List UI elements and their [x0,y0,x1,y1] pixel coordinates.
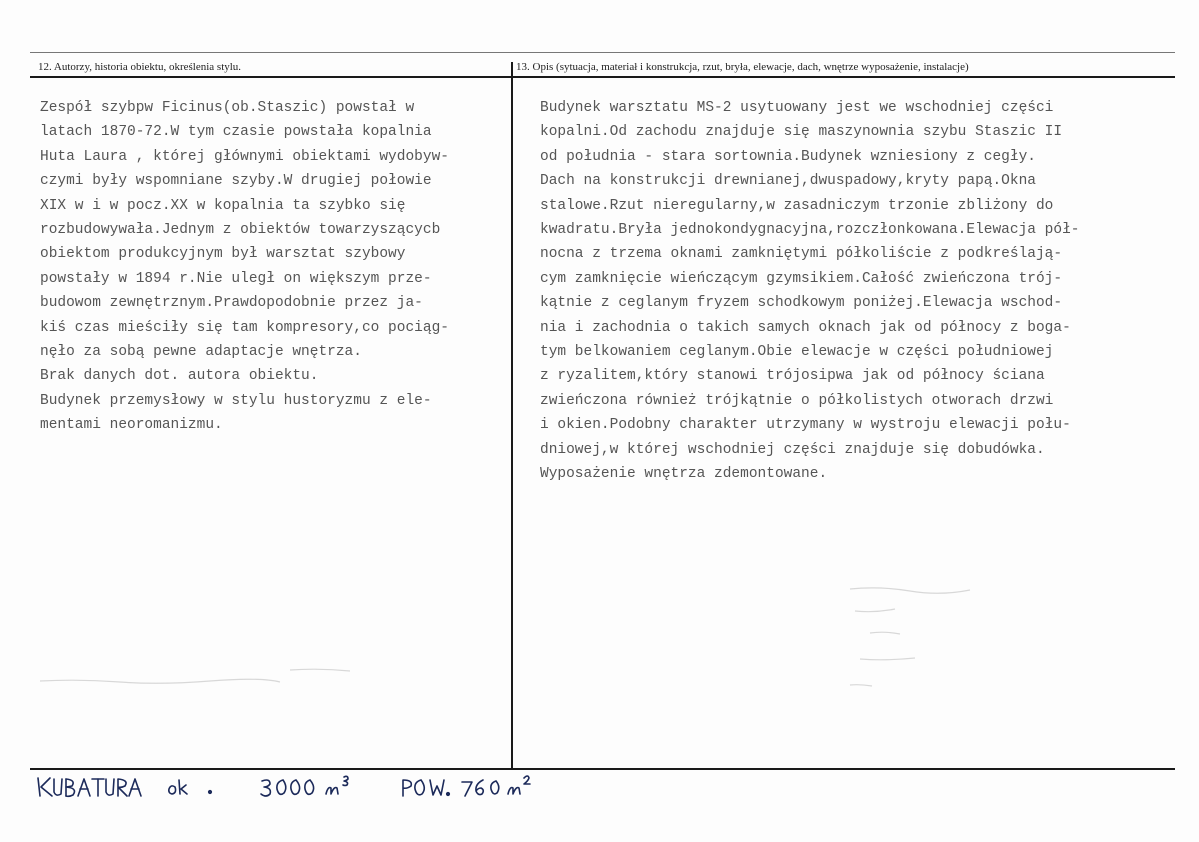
history-line: rozbudowywała.Jednym z obiektów towarzyszącycb [40,222,441,239]
history-line: mentami neoromanizmu. [40,417,223,434]
description-line: stalowe.Rzut nieregularny,w zasadniczym trzonie zbliżony do [540,197,1054,214]
history-text [40,96,510,438]
description-line: nocna z trzema oknami zamkniętymi półkoliście z podkreślają- [540,246,1063,263]
history-line: budowom zewnętrznym.Prawdopodobnie przez ja- [40,295,423,312]
column-divider [511,62,513,768]
description-line: nia i zachodnia o takich samych oknach jak od północy z boga- [540,319,1071,336]
history-line: nęło za sobą pewne adaptacje wnętrza. [40,344,362,361]
description-line: Dach na konstrukcji drewnianej,dwuspadowy,kryty papą.Okna [540,173,1036,190]
description-text [540,96,1165,487]
description-line: kątnie z ceglanym fryzem schodkowym poniżej.Elewacja wschod- [540,295,1063,312]
history-line: czymi były wspomniane szyby.W drugiej połowie [40,173,432,190]
history-line: obiektom produkcyjnym był warsztat szybowy [40,246,406,263]
description-line: Wyposażenie wnętrza zdemontowane. [540,466,828,483]
description-line: z ryzalitem,który stanowi trójosipwa jak od północy ściana [540,368,1045,385]
history-line: Budynek przemysłowy w stylu hustoryzmu z ele- [40,392,432,409]
history-line: Huta Laura , której głównymi obiektami wydobyw- [40,148,449,165]
description-line: kopalni.Od zachodu znajduje się maszynownia szybu Staszic II [540,124,1063,141]
description-line: cym zamknięcie wieńczącym gzymsikiem.Całość zwieńczona trój- [540,270,1063,287]
history-line: XIX w i w pocz.XX w kopalnia ta szybko się [40,197,406,214]
description-line: zwieńczona również trójkątnie o półkolistych otworach drzwi [540,392,1054,409]
top-rule [30,52,1175,53]
description-line: dniowej,w której wschodniej części znajduje się dobudówka. [540,441,1045,458]
description-line: Budynek warsztatu MS-2 usytuowany jest we wschodniej części [540,100,1054,116]
history-line: Brak danych dot. autora obiektu. [40,368,319,385]
section-12-header: 12. Autorzy, historia obiektu, określenia stylu. [38,61,242,73]
description-line: tym belkowaniem ceglanym.Obie elewacje w części południowej [540,344,1054,361]
handwritten-volume-note [34,772,554,812]
description-line: od południa - stara sortownia.Budynek wzniesiony z cegły. [540,148,1036,165]
history-line: kiś czas mieściły się tam kompresory,co pociąg- [40,319,449,336]
description-line: kwadratu.Bryła jednokondygnacyjna,rozczłonkowana.Elewacja pół- [540,222,1080,239]
history-line: Zespół szybpw Ficinus(ob.Staszic) powstał w [40,100,415,116]
history-line: powstały w 1894 r.Nie uległ on większym prze- [40,270,432,287]
section-13-header: 13. Opis (sytuacja, materiał i konstrukcja, rzut, bryła, elewacje, dach, wnętrze wyposażenie, instalacje) [516,61,969,73]
header-rule [30,76,1175,78]
history-line: latach 1870-72.W tym czasie powstała kopalnia [40,124,432,141]
description-line: i okien.Podobny charakter utrzymany w wystroju elewacji połu- [540,417,1071,434]
bottom-rule [30,768,1175,770]
